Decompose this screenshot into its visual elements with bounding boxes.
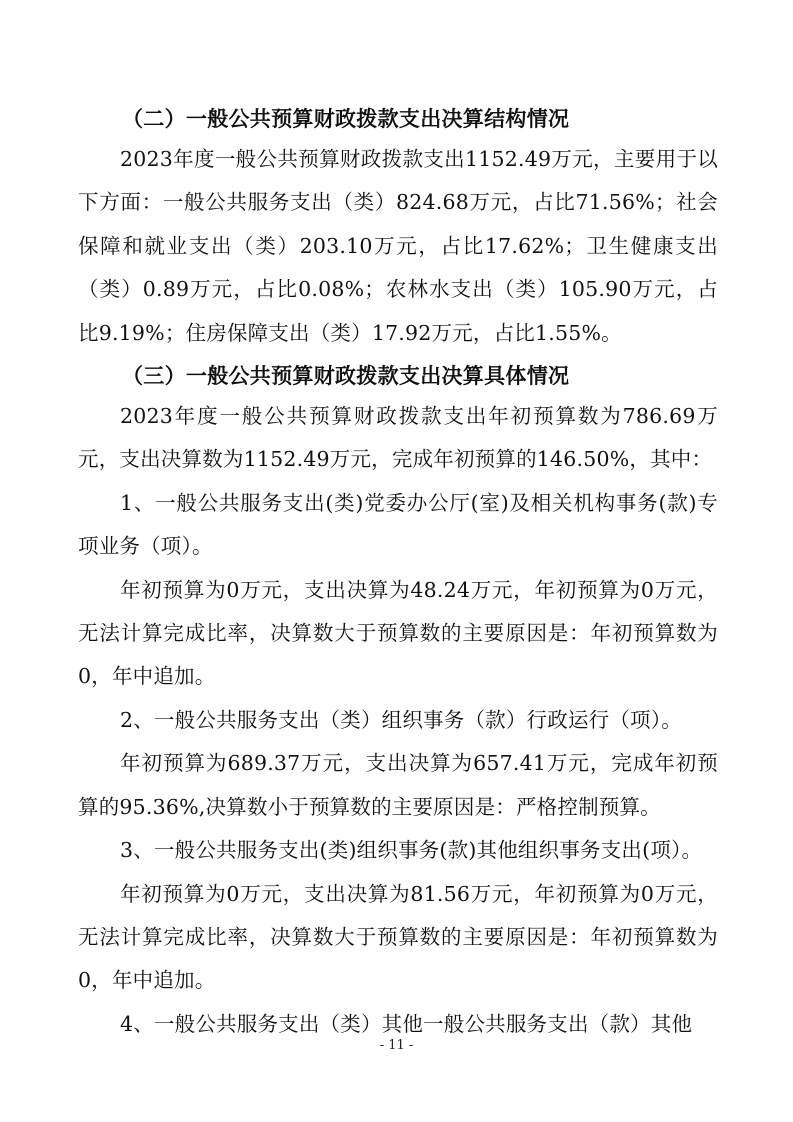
paragraph-structure-summary: 2023年度一般公共预算财政拨款支出1152.49万元，主要用于以下方面：一般公共服务支出（类）824.68万元，占比71.56%；社会保障和就业支出（类）203.10万元，占比17.62%；卫生健康支出（类）0.89万元，占比0.08%；农林水支出（类）105.90万元，占比9.19%；住房保障支出（类）17.92万元，占比1.55%。	[78, 147, 718, 345]
section-heading-details: （三）一般公共预算财政拨款支出决算具体情况	[122, 364, 570, 389]
paragraph-item-4-title: 4、一般公共服务支出（类）其他一般公共服务支出（款）其他	[120, 1011, 693, 1036]
paragraph-item-1-title: 1、一般公共服务支出(类)党委办公厅(室)及相关机构事务(款)专项业务（项）。	[78, 490, 718, 559]
page-content	[78, 100, 718, 1046]
page-number: - 11 -	[379, 1038, 414, 1053]
paragraph-details-summary: 2023年度一般公共预算财政拨款支出年初预算数为786.69万元，支出决算数为1152.49万元，完成年初预算的146.50%，其中：	[78, 404, 718, 472]
paragraph-item-3-title: 3、一般公共服务支出(类)组织事务(款)其他组织事务支出(项）。	[120, 838, 703, 863]
paragraph-item-2-title: 2、一般公共服务支出（类）组织事务（款）行政运行（项）。	[120, 707, 682, 732]
paragraph-item-2-body: 年初预算为689.37万元，支出决算为657.41万元，完成年初预算的95.36%,决算数小于预算数的主要原因是：严格控制预算。	[78, 751, 718, 819]
paragraph-item-3-body: 年初预算为0万元，支出决算为81.56万元，年初预算为0万元，无法计算完成比率，决算数大于预算数的主要原因是：年初预算数为0，年中追加。	[78, 881, 718, 993]
paragraph-item-1-body: 年初预算为0万元，支出决算为48.24万元，年初预算为0万元，无法计算完成比率，决算数大于预算数的主要原因是：年初预算数为0，年中追加。	[78, 577, 718, 689]
section-heading-structure: （二）一般公共预算财政拨款支出决算结构情况	[122, 107, 570, 131]
